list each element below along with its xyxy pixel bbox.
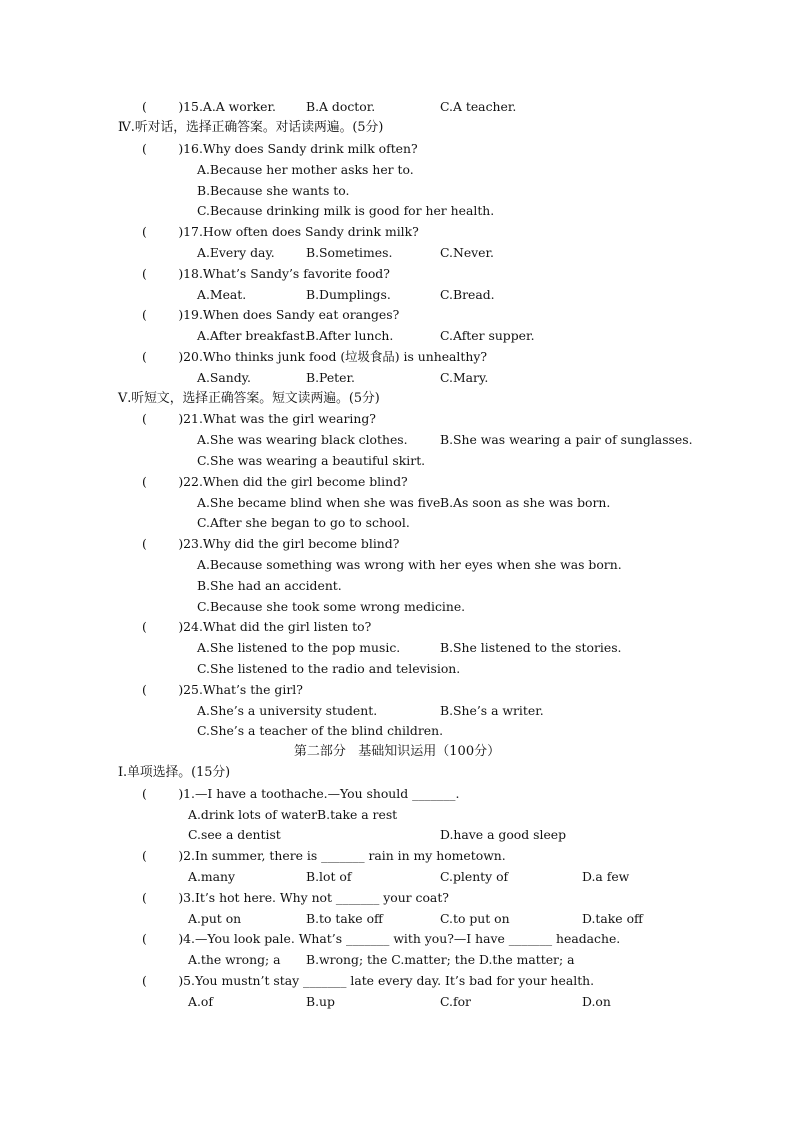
answer-option: C.for <box>440 994 471 1009</box>
question-text: C.Because she took some wrong medicine. <box>197 599 466 614</box>
answer-option: C.A teacher. <box>440 99 517 114</box>
text-line <box>0 471 794 492</box>
question-text: ( )25.What’s the girl? <box>142 682 303 697</box>
text-line <box>0 429 794 450</box>
text-line <box>0 700 794 721</box>
text-line <box>0 908 794 929</box>
text-line <box>0 221 794 242</box>
question-text: A.Because something was wrong with her eyes when she was born. <box>197 557 622 572</box>
text-line <box>0 616 794 637</box>
text-line <box>0 658 794 679</box>
text-line <box>0 949 794 970</box>
question-text: ( )24.What did the girl listen to? <box>142 619 372 634</box>
question-text: A.Sandy. <box>197 370 251 385</box>
text-line <box>0 533 794 554</box>
text-line <box>0 887 794 908</box>
question-text: C.She was wearing a beautiful skirt. <box>197 453 426 468</box>
question-text: C.She’s a teacher of the blind children. <box>197 723 444 738</box>
question-text: A.Because her mother asks her to. <box>197 162 414 177</box>
answer-option: B.to take off <box>306 911 383 926</box>
question-text: B.Because she wants to. <box>197 183 350 198</box>
answer-option: B.As soon as she was born. <box>440 495 611 510</box>
text-line <box>0 970 794 991</box>
question-text: ( )16.Why does Sandy drink milk often? <box>142 141 418 156</box>
text-line <box>0 138 794 159</box>
answer-option: B.up <box>306 994 335 1009</box>
part-heading: Ⅳ.听对话，选择正确答案。对话读两遍。(5分) <box>118 120 384 135</box>
text-line <box>0 200 794 221</box>
text-line <box>0 408 794 429</box>
question-text: ( )19.When does Sandy eat oranges? <box>142 307 400 322</box>
answer-option: C.Mary. <box>440 370 489 385</box>
answer-option: B.Dumplings. <box>306 287 391 302</box>
text-line <box>0 512 794 533</box>
text-line <box>0 762 794 783</box>
text-line <box>0 388 794 409</box>
answer-option: C.After supper. <box>440 328 535 343</box>
text-line <box>0 991 794 1012</box>
text-line <box>0 679 794 700</box>
question-text: A.She became blind when she was five. <box>197 495 445 510</box>
text-line <box>0 866 794 887</box>
answer-option: B.After lunch. <box>306 328 394 343</box>
answer-option: C.to put on <box>440 911 510 926</box>
question-text: A.Every day. <box>197 245 275 260</box>
text-line <box>0 242 794 263</box>
answer-option: C.Bread. <box>440 287 495 302</box>
question-text: ( )20.Who thinks junk food (垃圾食品) is unhealthy? <box>142 349 487 364</box>
text-line <box>0 367 794 388</box>
answer-option: B.She’s a writer. <box>440 703 544 718</box>
text-line <box>0 824 794 845</box>
answer-option: D.on <box>582 994 611 1009</box>
question-text: A.Meat. <box>197 287 247 302</box>
answer-option: C.Never. <box>440 245 494 260</box>
question-text: A.the wrong; a <box>188 952 281 967</box>
text-line <box>0 637 794 658</box>
answer-option: B.Peter. <box>306 370 355 385</box>
answer-option: B.Sometimes. <box>306 245 393 260</box>
text-line <box>0 450 794 471</box>
answer-option: D.a few <box>582 869 630 884</box>
question-text: A.She was wearing black clothes. <box>197 432 408 447</box>
question-text: A.put on <box>188 911 242 926</box>
text-line <box>0 596 794 617</box>
text-line <box>0 845 794 866</box>
answer-option: D.have a good sleep <box>440 827 567 842</box>
text-line <box>0 554 794 575</box>
question-text: B.She had an accident. <box>197 578 342 593</box>
text-line <box>0 783 794 804</box>
question-text: A.After breakfast. <box>197 328 309 343</box>
answer-option: D.take off <box>582 911 643 926</box>
text-line <box>0 575 794 596</box>
question-text: ( )18.What’s Sandy’s favorite food? <box>142 266 390 281</box>
question-text: ( )5.You mustn’t stay _______ late every day. It’s bad for your health. <box>142 973 595 988</box>
question-text: ( )3.It’s hot here. Why not _______ your coat? <box>142 890 449 905</box>
question-text: ( )23.Why did the girl become blind? <box>142 536 400 551</box>
answer-option: C.plenty of <box>440 869 509 884</box>
question-text: ( )21.What was the girl wearing? <box>142 411 376 426</box>
answer-option: B.She listened to the stories. <box>440 640 622 655</box>
question-text: A.She listened to the pop music. <box>197 640 401 655</box>
question-text: C.After she began to go to school. <box>197 515 410 530</box>
text-line <box>0 117 794 138</box>
text-line <box>0 159 794 180</box>
text-line <box>0 346 794 367</box>
answer-option: B.lot of <box>306 869 352 884</box>
part-heading: Ⅴ.听短文，选择正确答案。短文读两遍。(5分) <box>118 391 380 406</box>
question-text: ( )2.In summer, there is _______ rain in my hometown. <box>142 848 506 863</box>
question-text: C.see a dentist <box>188 827 281 842</box>
text-line <box>0 180 794 201</box>
question-text: A.many <box>188 869 236 884</box>
text-line <box>0 928 794 949</box>
question-text: C.Because drinking milk is good for her health. <box>197 203 495 218</box>
text-line <box>0 804 794 825</box>
question-text: ( )17.How often does Sandy drink milk? <box>142 224 419 239</box>
text-line <box>0 325 794 346</box>
text-line <box>0 284 794 305</box>
text-line <box>0 263 794 284</box>
question-text: ( )15.A.A worker. <box>142 99 276 114</box>
question-text: ( )22.When did the girl become blind? <box>142 474 408 489</box>
question-text: A.She’s a university student. <box>197 703 378 718</box>
section-heading: 第二部分 基础知识运用（100分） <box>293 744 501 759</box>
text-line <box>0 96 794 117</box>
question-text: A.drink lots of waterB.take a rest <box>188 807 398 822</box>
answer-option: B.wrong; the C.matter; the D.the matter; a <box>306 952 575 967</box>
question-text: C.She listened to the radio and television. <box>197 661 461 676</box>
question-text: A.of <box>188 994 213 1009</box>
part-heading: Ⅰ.单项选择。(15分) <box>118 765 231 780</box>
question-text: ( )4.—You look pale. What’s _______ with you?—I have _______ headache. <box>142 931 621 946</box>
answer-option: B.A doctor. <box>306 99 376 114</box>
text-line <box>0 720 794 741</box>
answer-option: B.She was wearing a pair of sunglasses. <box>440 432 693 447</box>
question-text: ( )1.—I have a toothache.—You should _______. <box>142 786 460 801</box>
text-line <box>0 304 794 325</box>
text-line <box>0 492 794 513</box>
